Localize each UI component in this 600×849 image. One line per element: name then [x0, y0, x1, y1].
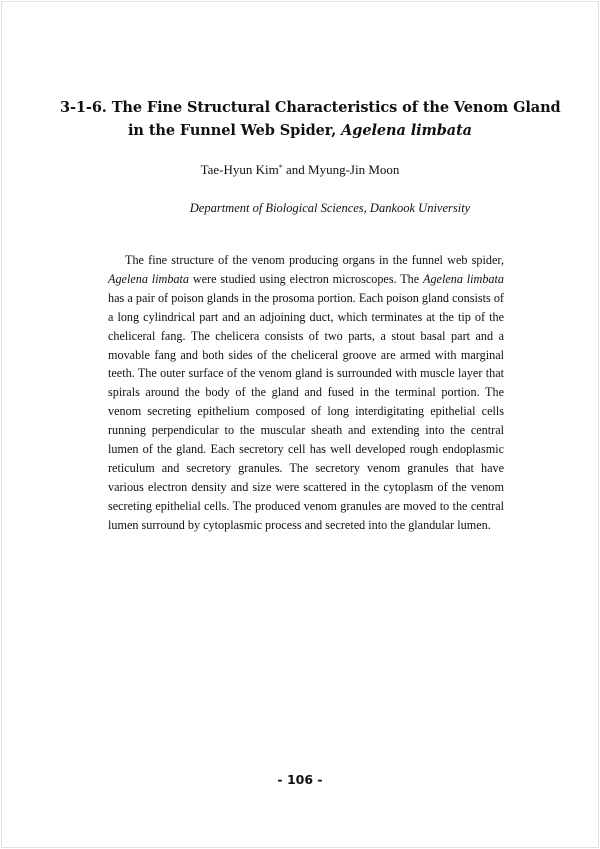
abstract-paragraph	[108, 251, 504, 535]
page-number: - 106 -	[277, 772, 323, 787]
author-2: Myung-Jin Moon	[308, 162, 400, 177]
author-1: Tae-Hyun Kim	[200, 162, 279, 177]
corresponding-author-mark: *	[278, 163, 283, 172]
author-list	[60, 162, 540, 178]
title-species-name: Agelena limbata	[341, 122, 472, 139]
abstract-text-3: has a pair of poison glands in the prosoma portion. Each poison gland consists of a long cylindrical part and an adjoining duct, which terminates at the tip of the cheliceral fang. The chelicera consists of two parts, a stout basal part and a movable fang and both sides of the cheliceral groove are armed with marginal teeth. The outer surface of the venom gland is surrounded with muscle layer that spirals around the body of the gland and fused in the terminal portion. The venom secreting epithelium composed of long interdigitating epithelial cells running perpendicular to the muscular sheath and extending into the central lumen of the gland. Each secretory cell has well developed rough endoplasmic reticulum and secretory granules. The secretory venom granules that have various electron density and size were scattered in the cytoplasm of the venom secreting epithelial cells. The produced venom granules are moved to the central lumen surround by cytoplasmic process and secreted into the glandular lumen.	[108, 290, 504, 532]
abstract-species-2: Agelena limbata	[423, 271, 504, 286]
abstract-text-1: The fine structure of the venom producing organs in the funnel web spider,	[125, 253, 504, 267]
paper-title	[60, 96, 561, 142]
title-line-1: 3-1-6. The Fine Structural Characteristics of the Venom Gland	[60, 99, 561, 116]
abstract-text-2: were studied using electron microscopes. The	[189, 271, 423, 286]
title-line-2-text: in the Funnel Web Spider,	[128, 122, 342, 139]
abstract-species-1: Agelena limbata	[108, 271, 189, 286]
author-affiliation: Department of Biological Sciences, Dankook University	[189, 201, 471, 215]
title-line-2	[60, 119, 540, 142]
author-connector: and	[282, 162, 309, 177]
